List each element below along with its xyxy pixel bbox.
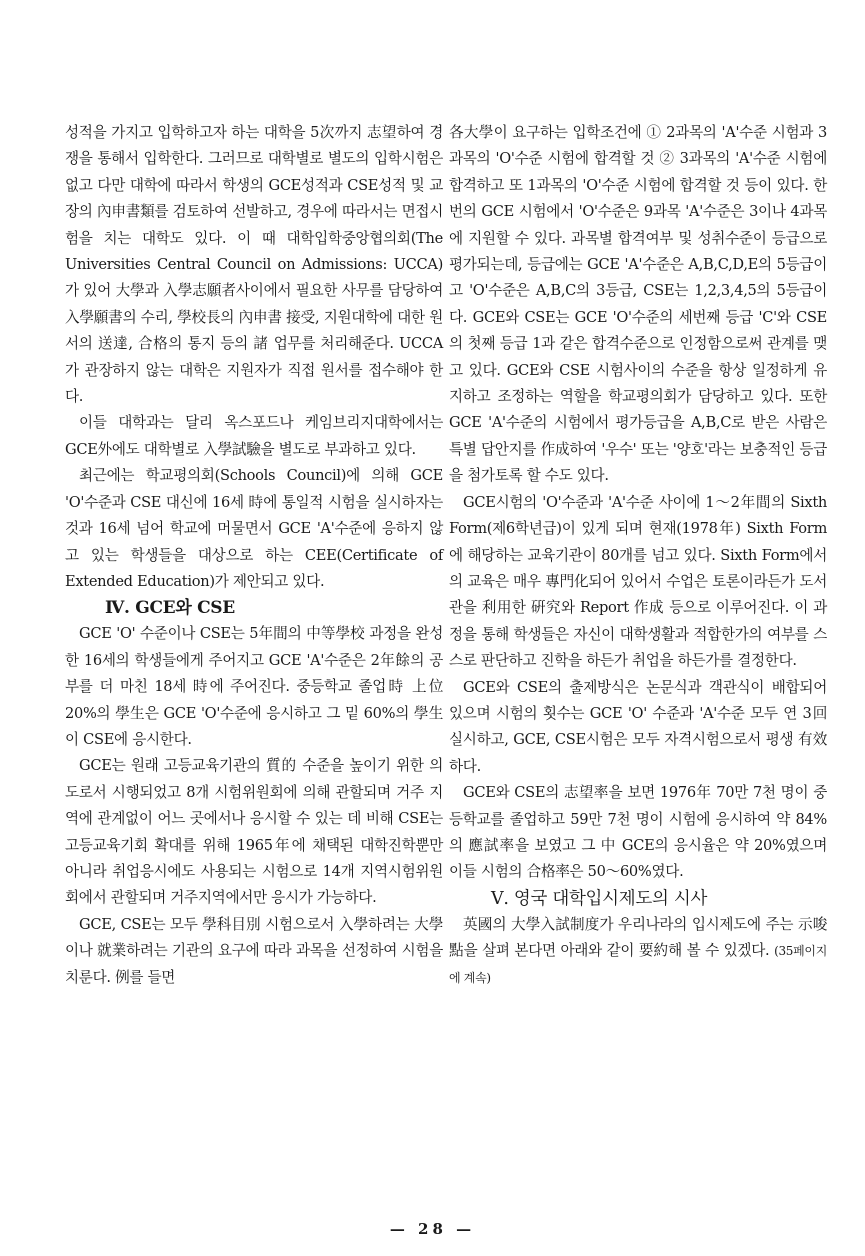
- right-paragraph-2: GCE시험의 'O'수준과 'A'수준 사이에 1～2年間의 Sixth Form(제6학년급)이 있게 되며 현재(1978年) Sixth Form에 해당하는 교육기관이 80개를 넘고 있다. Sixth Form에서의 교육은 매우 專門化되어 있어서 수업은 토론이라든가 도서관을 利用한 硏究와 Report 作成 등으로 이루어진다. 이 과정을 통해 학생들은 자신이 대학생활과 적합한가의 여부를 스스로 판단하고 진학을 하든가 취업을 하든가를 결정한다.: [449, 493, 827, 670]
- right-column: [449, 120, 827, 991]
- left-paragraph-5: GCE는 원래 고등교육기관의 質的 수준을 높이기 위한 의도로서 시행되었고 8개 시험위원회에 의해 관할되며 거주 지역에 관계없이 어느 곳에서나 응시할 수 있는 데 비해 CSE는 고등교육기회 확대를 위해 1965年에 채택된 대학진학뿐만 아니라 취업응시에도 사용되는 시험으로 14개 지역시험위원회에서 관할되며 거주지역에서만 응시가 가능하다.: [65, 757, 443, 907]
- section-heading-4: Ⅳ. GCE와 CSE: [105, 598, 235, 619]
- right-paragraph-5-text: 英國의 大學入試制度가 우리나라의 입시제도에 주는 示唆點을 살펴 본다면 아래와 같이 要約해 볼 수 있겠다.: [449, 915, 827, 960]
- left-paragraph-6: GCE, CSE는 모두 學科目別 시험으로서 入學하려는 大學이나 就業하려는 기관의 요구에 따라 과목을 선정하여 시험을 치룬다. 例를 들면: [65, 915, 443, 986]
- right-paragraph-5: [449, 912, 827, 991]
- page-number: — 28 —: [389, 1220, 476, 1238]
- right-paragraph-3: GCE와 CSE의 출제방식은 논문식과 객관식이 배합되어 있으며 시험의 횟수는 GCE 'O' 수준과 'A'수준 모두 연 3回 실시하고, GCE, CSE시험은 모두 자격시험으로서 평생 有效하다.: [449, 678, 827, 775]
- left-paragraph-1: 성적을 가지고 입학하고자 하는 대학을 5次까지 志望하여 경쟁을 통해서 입학한다. 그러므로 대학별로 별도의 입학시험은 없고 다만 대학에 따라서 학생의 GCE성적과 CSE성적 및 교장의 內申書類를 검토하여 선발하고, 경우에 따라서는 면접시험을 치는 대학도 있다. 이 때 대학입학중앙협의회(The Universities Central Council on Admissions: UCCA)가 있어 大學과 入學志願者사이에서 필요한 사무를 담당하여 入學願書의 수리, 學校長의 內申書 接受, 지원대학에 대한 원서의 送達, 合格의 통지 등의 諸 업무를 처리해준다. UCCA가 관장하지 않는 대학은 지원자가 직접 원서를 접수해야 한다.: [65, 124, 443, 406]
- left-paragraph-2: 이들 대학과는 달리 옥스포드나 케임브리지대학에서는 GCE外에도 대학별로 入學試驗을 별도로 부과하고 있다.: [65, 414, 443, 458]
- right-paragraph-1: 各大學이 요구하는 입학조건에 ① 2과목의 'A'수준 시험과 3과목의 'O'수준 시험에 합격할 것 ② 3과목의 'A'수준 시험에 합격하고 또 1과목의 'O'수준 시험에 합격할 것 등이 있다. 한번의 GCE 시험에서 'O'수준은 9과목 'A'수준은 3이나 4과목에 지원할 수 있다. 과목별 합격여부 및 성취수준이 등급으로 평가되는데, 등급에는 GCE 'A'수준은 A,B,C,D,E의 5등급이고 'O'수준은 A,B,C의 3등급, CSE는 1,2,3,4,5의 5등급이다. GCE와 CSE는 GCE 'O'수준의 세번째 등급 'C'와 CSE의 첫째 등급 1과 같은 합격수준으로 인정함으로써 관계를 맺고 있다. GCE와 CSE 시험사이의 수준을 항상 일정하게 유지하고 조정하는 역할을 학교평의회가 담당하고 있다. 또한 GCE 'A'수준의 시험에서 평가등급을 A,B,C로 받은 사람은 특별 답안지를 作成하여 '우수' 또는 '양호'라는 보충적인 등급을 첨가토록 할 수도 있다.: [449, 124, 827, 485]
- left-paragraph-3: 최근에는 학교평의회(Schools Council)에 의해 GCE 'O'수준과 CSE 대신에 16세 時에 통일적 시험을 실시하자는 것과 16세 넘어 학교에 머물면서 GCE 'A'수준에 응하지 않고 있는 학생들을 대상으로 하는 CEE(Certificate of Extended Education)가 제안되고 있다.: [65, 467, 443, 590]
- right-paragraph-4: GCE와 CSE의 志望率을 보면 1976年 70만 7천 명이 중등학교를 졸업하고 59만 7천 명이 시험에 응시하여 약 84%의 應試率을 보였고 그 中 GCE의 응시율은 약 20%였으며 이들 시험의 合格率은 50～60%였다.: [449, 784, 827, 881]
- left-column: [65, 120, 443, 991]
- left-paragraph-4: GCE 'O' 수준이나 CSE는 5年間의 中等學校 과정을 완성한 16세의 학생들에게 주어지고 GCE 'A'수준은 2年餘의 공부를 더 마친 18세 時에 주어진다. 중등학교 졸업時 上位 20%의 學生은 GCE 'O'수준에 응시하고 그 밑 60%의 學生이 CSE에 응시한다.: [65, 625, 443, 748]
- section-heading-5: Ⅴ. 영국 대학입시제도의 시사: [491, 888, 708, 909]
- continuation-note: (35페이지에 계속): [449, 944, 828, 985]
